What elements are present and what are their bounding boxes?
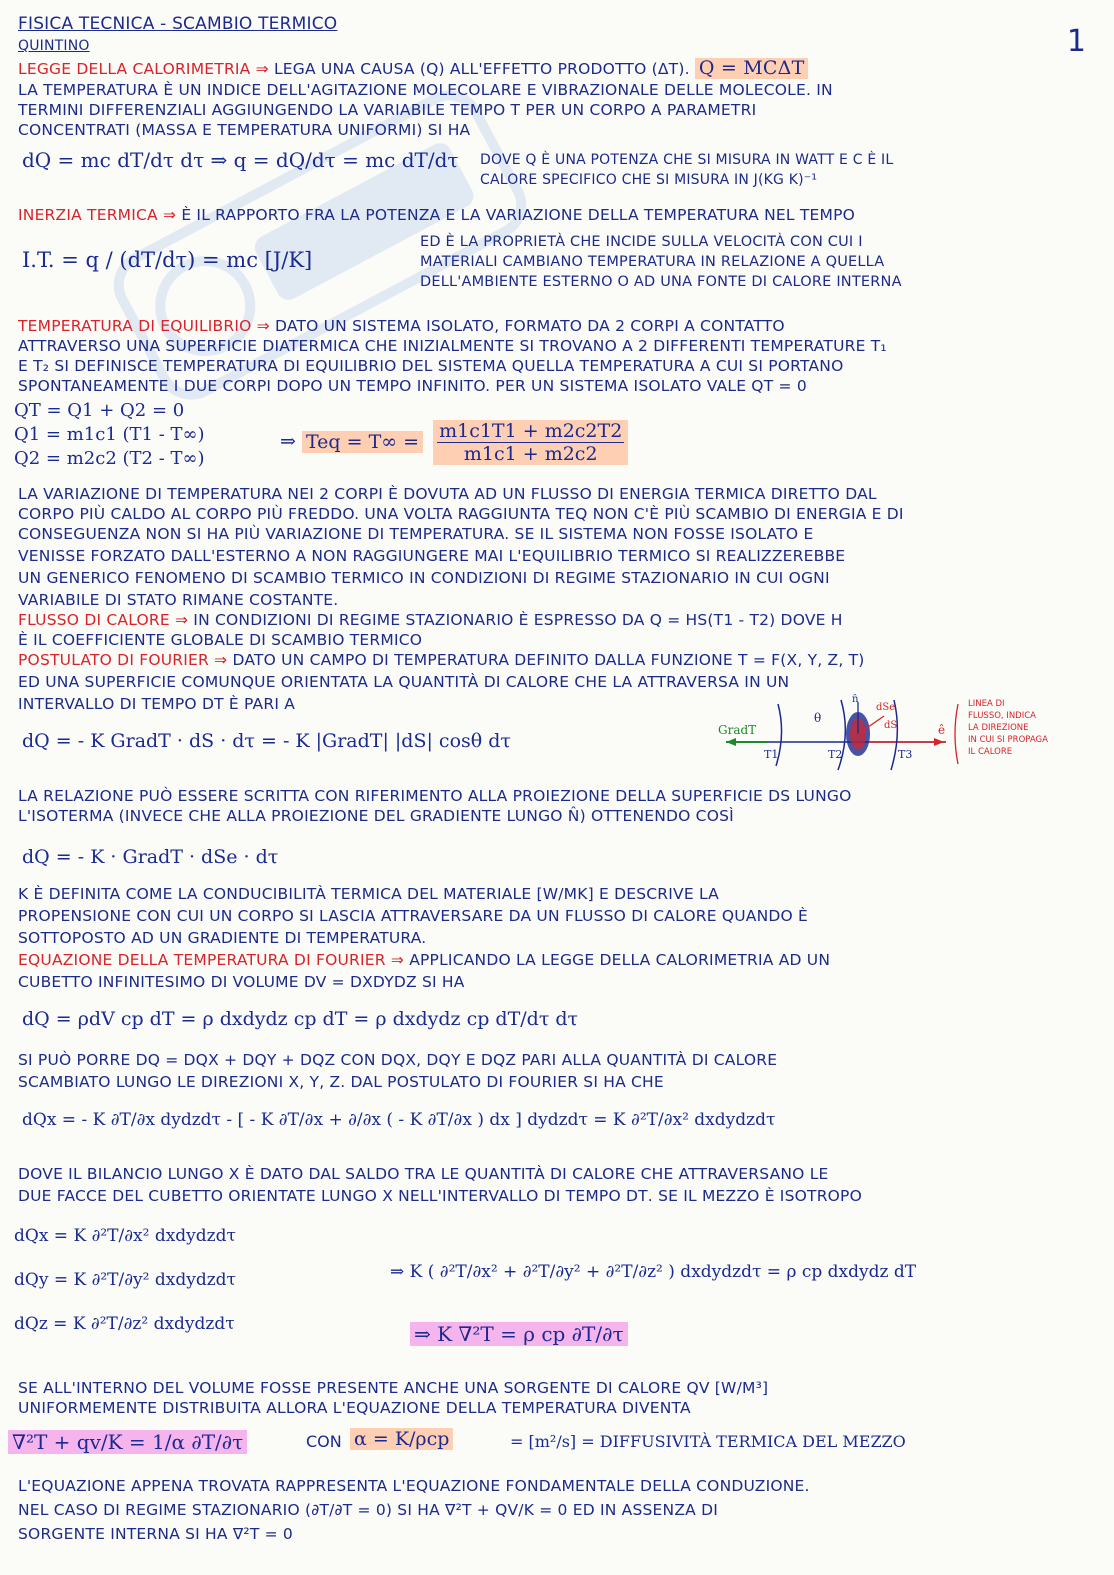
text-line: ATTRAVERSO UNA SUPERFICIE DIATERMICA CHE INIZIALMENTE SI TROVANO A 2 DIFFERENTI TEMPERATURE T₁ xyxy=(18,337,887,355)
text-line: LA VARIAZIONE DI TEMPERATURA NEI 2 CORPI È DOVUTA AD UN FLUSSO DI ENERGIA TERMICA DIRETTO DAL xyxy=(18,485,877,503)
teq-fraction xyxy=(433,420,628,465)
text-line: ED UNA SUPERFICIE COMUNQUE ORIENTATA LA QUANTITÀ DI CALORE CHE LA ATTRAVERSA IN UN xyxy=(18,673,790,691)
text-line: SI PUÒ PORRE DQ = DQX + DQY + DQZ CON DQX, DQY E DQZ PARI ALLA QUANTITÀ DI CALORE xyxy=(18,1051,778,1069)
text-line: E T₂ SI DEFINISCE TEMPERATURA DI EQUILIBRIO DEL SISTEMA QUELLA TEMPERATURA A CUI SI PORTANO xyxy=(18,357,844,375)
alpha-definition xyxy=(350,1428,453,1450)
system-eq-1: QT = Q1 + Q2 = 0 xyxy=(14,400,185,421)
text-line: SPONTANEAMENTE I DUE CORPI DOPO UN TEMPO INFINITO. PER UN SISTEMA ISOLATO VALE QT = 0 xyxy=(18,377,807,395)
equation-source xyxy=(8,1430,247,1454)
text: APPLICANDO LA LEGGE DELLA CALORIMETRIA AD UN xyxy=(409,951,831,969)
text-line: VENISSE FORZATO DALL'ESTERNO A NON RAGGIUNGERE MAI L'EQUILIBRIO TERMICO SI REALIZZEREBBE xyxy=(18,547,846,565)
section-heading-fourier-equation: EQUAZIONE DELLA TEMPERATURA DI FOURIER ⇒ xyxy=(18,951,405,969)
equation-balance-x: dQx = - K ∂T/∂x dydzdτ - [ - K ∂T/∂x + ∂/∂x ( - K ∂T/∂x ) dx ] dydzdτ = K ∂²T/∂x² dxdydzdτ xyxy=(22,1110,776,1130)
author-name: QUINTINO xyxy=(18,38,90,54)
text: IN CONDIZIONI DI REGIME STAZIONARIO È ESPRESSO DA Q = HS(T1 - T2) DOVE H xyxy=(193,611,843,629)
text: DATO UN SISTEMA ISOLATO, FORMATO DA 2 CORPI A CONTATTO xyxy=(274,317,785,335)
text-line: DOVE IL BILANCIO LUNGO X È DATO DAL SALDO TRA LE QUANTITÀ DI CALORE CHE ATTRAVERSANO LE xyxy=(18,1165,829,1183)
theta-label: θ xyxy=(814,711,822,725)
ds-label: dS xyxy=(884,720,898,731)
text-line: VARIABILE DI STATO RIMANE COSTANTE. xyxy=(18,591,339,609)
equation-calorimetry-volume: dQ = ρdV cp dT = ρ dxdydz cp dT = ρ dxdydz cp dT/dτ dτ xyxy=(22,1008,579,1030)
text-line: SCAMBIATO LUNGO LE DIREZIONI X, Y, Z. DAL POSTULATO DI FOURIER SI HA CHE xyxy=(18,1073,664,1091)
text-line: TERMINI DIFFERENZIALI AGGIUNGENDO LA VARIABILE TEMPO Τ PER UN CORPO A PARAMETRI xyxy=(18,101,757,119)
text-line: È IL COEFFICIENTE GLOBALE DI SCAMBIO TERMICO xyxy=(18,631,423,649)
isotherm-t1-label: T1 xyxy=(764,748,779,761)
text-line: MATERIALI CAMBIANO TEMPERATURA IN RELAZIONE A QUELLA xyxy=(420,254,885,270)
inertia-line xyxy=(18,205,1098,225)
equation-laplacian-sum: ⇒ K ( ∂²T/∂x² + ∂²T/∂y² + ∂²T/∂z² ) dxdydzdτ = ρ cp dxdydz dT xyxy=(390,1262,917,1282)
equation-fourier: dQ = - K GradT · dS · dτ = - K |GradT| |dS| cosθ dτ xyxy=(22,730,511,752)
heat-flux-line xyxy=(18,610,1098,630)
system-eq-3: Q2 = m2c2 (T2 - T∞) xyxy=(14,448,205,469)
text-line: L'ISOTERMA (INVECE CHE ALLA PROIEZIONE DEL GRADIENTE LUNGO N̂) OTTENENDO COSÌ xyxy=(18,807,734,825)
text-line: ED È LA PROPRIETÀ CHE INCIDE SULLA VELOCITÀ CON CUI I xyxy=(420,234,863,250)
dse-label: dSe xyxy=(876,702,896,713)
text-line: SE ALL'INTERNO DEL VOLUME FOSSE PRESENTE ANCHE UNA SORGENTE DI CALORE QV [W/M³] xyxy=(18,1379,769,1397)
fourier-postulate-line xyxy=(18,650,1098,670)
text-line: UN GENERICO FENOMENO DI SCAMBIO TERMICO IN CONDIZIONI DI REGIME STAZIONARIO IN CUI OGNI xyxy=(18,569,830,587)
flux-note-3: LA DIREZIONE xyxy=(968,723,1029,733)
isotherm-t3-label: T3 xyxy=(898,748,913,761)
heat-equation-highlight: ⇒ K ∇²T = ρ cp ∂T/∂τ xyxy=(410,1322,628,1346)
text-line: CONCENTRATI (MASSA E TEMPERATURA UNIFORMI) SI HA xyxy=(18,121,471,139)
isotherm-t2-label: T2 xyxy=(828,748,843,761)
text-line: NEL CASO DI REGIME STAZIONARIO (∂T/∂Τ = 0) SI HA ∇²T + QV/K = 0 ED IN ASSENZA DI xyxy=(18,1501,718,1519)
text-line: CUBETTO INFINITESIMO DI VOLUME DV = DXDYDZ SI HA xyxy=(18,973,465,991)
text-line: SOTTOPOSTO AD UN GRADIENTE DI TEMPERATURA. xyxy=(18,929,427,947)
equilibrium-line xyxy=(18,316,1098,336)
equation-teq: ⇒ Teq = T∞ = $\frac{m1c1T1 + m2c2T2}{m1c1 + m2c2}$ xyxy=(280,420,632,465)
text-line: L'EQUAZIONE APPENA TROVATA RAPPRESENTA L'EQUAZIONE FONDAMENTALE DELLA CONDUZIONE. xyxy=(18,1477,810,1495)
teq-label: Teq = T∞ = xyxy=(302,431,423,453)
text-line: DUE FACCE DEL CUBETTO ORIENTATE LUNGO X NELL'INTERVALLO DI TEMPO DΤ. SE IL MEZZO È ISOTROPO xyxy=(18,1187,863,1205)
text-line: PROPENSIONE CON CUI UN CORPO SI LASCIA ATTRAVERSARE DA UN FLUSSO DI CALORE QUANDO È xyxy=(18,907,809,925)
section-heading-fourier-postulate: POSTULATO DI FOURIER ⇒ xyxy=(18,651,228,669)
flux-note-5: IL CALORE xyxy=(968,747,1013,757)
teq-denominator: m1c1 + m2c2 xyxy=(463,443,598,465)
flux-direction-label: ê xyxy=(938,723,946,737)
gradt-label: GradT xyxy=(718,723,757,737)
system-eq-2: Q1 = m1c1 (T1 - T∞) xyxy=(14,424,205,445)
flux-note-1: LINEA DI xyxy=(968,699,1005,709)
fourier-equation-line xyxy=(18,950,1098,970)
alpha-highlight: α = K/ρcp xyxy=(350,1428,453,1450)
text: LEGA UNA CAUSA (Q) ALL'EFFETTO PRODOTTO (ΔT). xyxy=(273,60,690,78)
isotherm-diagram xyxy=(716,694,1106,774)
text-line: CALORE SPECIFICO CHE SI MISURA IN J(KG K)⁻¹ xyxy=(480,172,818,188)
text-line: K È DEFINITA COME LA CONDUCIBILITÀ TERMICA DEL MATERIALE [W/MK] E DESCRIVE LA xyxy=(18,885,719,903)
calorimetry-line xyxy=(18,58,1098,79)
text-line: SORGENTE INTERNA SI HA ∇²T = 0 xyxy=(18,1525,293,1543)
balance-eq-y: dQy = K ∂²T/∂y² dxdydzdτ xyxy=(14,1270,236,1290)
equation-fourier-projection: dQ = - K · GradT · dSe · dτ xyxy=(22,846,279,868)
equation-heat xyxy=(410,1322,628,1346)
con-label: CON xyxy=(306,1432,342,1451)
text-line: LA RELAZIONE PUÒ ESSERE SCRITTA CON RIFERIMENTO ALLA PROIEZIONE DELLA SUPERFICIE DS LUNGO xyxy=(18,787,852,805)
page-number: 1 xyxy=(1066,24,1086,59)
source-equation-highlight: ∇²T + qv/K = 1/α ∂T/∂τ xyxy=(8,1430,247,1454)
text-line: DELL'AMBIENTE ESTERNO O AD UNA FONTE DI CALORE INTERNA xyxy=(420,274,902,290)
text-line: UNIFORMEMENTE DISTRIBUITA ALLORA L'EQUAZIONE DELLA TEMPERATURA DIVENTA xyxy=(18,1399,691,1417)
normal-label: n̂ xyxy=(852,694,859,705)
balance-eq-x: dQx = K ∂²T/∂x² dxdydzdτ xyxy=(14,1226,236,1246)
text: DATO UN CAMPO DI TEMPERATURA DEFINITO DALLA FUNZIONE T = F(X, Y, Z, Τ) xyxy=(232,651,865,669)
formula-calorimetry: Q = MCΔT xyxy=(695,58,809,79)
diffusivity-label: = [m²/s] = DIFFUSIVITÀ TERMICA DEL MEZZO xyxy=(510,1432,906,1451)
text-line: INTERVALLO DI TEMPO DΤ È PARI A xyxy=(18,695,296,713)
text-line: LA TEMPERATURA È UN INDICE DELL'AGITAZIONE MOLECOLARE E VIBRAZIONALE DELLE MOLECOLE. IN xyxy=(18,81,833,99)
text-line: CORPO PIÙ CALDO AL CORPO PIÙ FREDDO. UNA VOLTA RAGGIUNTA TEQ NON C'È PIÙ SCAMBIO DI ENERGIA E DI xyxy=(18,505,904,523)
section-heading-calorimetry: LEGGE DELLA CALORIMETRIA ⇒ xyxy=(18,60,269,78)
flux-note-2: FLUSSO, INDICA xyxy=(968,711,1036,721)
section-heading-inertia: INERZIA TERMICA ⇒ xyxy=(18,206,177,224)
flux-note-4: IN CUI SI PROPAGA xyxy=(968,735,1048,745)
equation-inertia: I.T. = q / (dT/dτ) = mc [J/K] xyxy=(22,248,313,272)
text: È IL RAPPORTO FRA LA POTENZA E LA VARIAZIONE DELLA TEMPERATURA NEL TEMPO xyxy=(181,206,856,224)
section-heading-heat-flux: FLUSSO DI CALORE ⇒ xyxy=(18,611,189,629)
teq-numerator: m1c1T1 + m2c2T2 xyxy=(439,420,623,442)
equation-power: dQ = mc dT/dτ dτ ⇒ q = dQ/dτ = mc dT/dτ xyxy=(22,148,459,172)
page-title: FISICA TECNICA - SCAMBIO TERMICO xyxy=(18,14,338,34)
text-line: DOVE Q È UNA POTENZA CHE SI MISURA IN WATT E C È IL xyxy=(480,152,894,168)
section-heading-equilibrium: TEMPERATURA DI EQUILIBRIO ⇒ xyxy=(18,317,270,335)
balance-eq-z: dQz = K ∂²T/∂z² dxdydzdτ xyxy=(14,1314,235,1334)
text-line: CONSEGUENZA NON SI HA PIÙ VARIAZIONE DI TEMPERATURA. SE IL SISTEMA NON FOSSE ISOLATO E xyxy=(18,525,814,543)
